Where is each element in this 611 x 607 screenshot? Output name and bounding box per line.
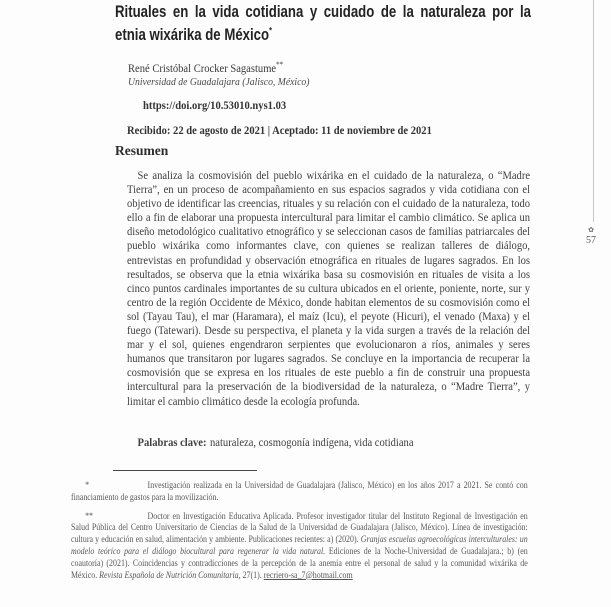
title-footnote-marker: * xyxy=(269,25,272,36)
author-name xyxy=(128,61,436,76)
footnote-2-text-a: Doctor en Investigación Educativa Aplicada. Profesor investigador titular del Instituto Regional de Investigación en Salud Pública del Centro Universitario de Ciencias de la Salud de la Universidad de Guadalajara (Jalisco, México). Línea de investigación: cultura y educación en salud, alimentación y ambiente. Publicaciones recientes: a) (2020). xyxy=(71,510,528,545)
footnote-2-book-title: Granjas escuelas agroecológicas interculturales: un modelo teórico para el diálogo biocultural para regenerar la vida natural. xyxy=(71,534,528,556)
abstract-text: Se analiza la cosmovisión del pueblo wixárika en el cuidado de la naturaleza, o “Madre Tierra”, en un proceso de acompañamiento en sus espacios sagrados y vida cotidiana con el objetivo de identificar las creencias, rituales y su relación con el cuidado de la naturaleza, todo ello a fin de elaborar una propuesta intercultural para limitar el cambio climático. Se aplica un diseño metodológico cualitativo etnográfico y se seleccionan casos de familias patriarcales del pueblo wixárika como informantes clave, con quienes se realizan talleres de diálogo, entrevistas en profundidad y observación etnográfica en rituales de lugares sagrados. En los resultados, se observa que la etnia wixárika basa su cosmovisión en rituales de visita a los cinco puntos cardinales importantes de su cultura ubicados en el oriente, poniente, norte, sur y centro de la región Occidente de México, donde habitan elementos de su cosmovisión como el sol (Tayau Tau), el mar (Haramara), el maíz (Icu), el peyote (Hicuri), el venado (Maxa) y el fuego (Tatewari). Desde su perspectiva, el planeta y la vida surgen a través de la relación del mar y el sol, quienes engendraron serpientes que evolucionaron a ríos, animales y seres humanos que transitaron por lugares sagrados. Se concluye en la importancia de recuperar la cosmovisión que se expresa en los rituales de este pueblo a fin de construir una propuesta intercultural para la preservación de la biodiversidad de la naturaleza, o “Madre Tierra”, y limitar el cambio climático desde la ecología profunda. xyxy=(127,168,531,408)
author-block xyxy=(128,61,436,89)
author-footnote-marker: ** xyxy=(276,60,284,69)
author-name-text: René Cristóbal Crocker Sagastume xyxy=(128,61,277,75)
margin-vertical-rule xyxy=(593,0,594,222)
article-title-line1: Rituales en la vida cotidiana y cuidado de la naturaleza por la xyxy=(115,3,531,21)
keywords-text: naturaleza, cosmogonía indígena, vida cotidiana xyxy=(210,435,414,449)
keywords-label: Palabras clave: xyxy=(137,435,207,449)
keywords-line xyxy=(127,435,530,450)
abstract-heading: Resumen xyxy=(115,143,169,158)
footnotes-block xyxy=(71,480,528,588)
footnote-1-marker: * xyxy=(85,480,90,490)
abstract-block xyxy=(127,168,530,408)
article-title xyxy=(115,1,531,47)
author-affiliation: Universidad de Guadalajara (Jalisco, México) xyxy=(128,76,310,88)
footnote-2-marker: ** xyxy=(85,510,93,521)
doi-link[interactable]: https://doi.org/10.53010.nys1.03 xyxy=(143,98,287,112)
article-title-line2 xyxy=(115,24,531,47)
footnote-2-text-c: , 27(1). xyxy=(238,569,264,580)
page-folio xyxy=(582,226,600,247)
footnote-separator-rule xyxy=(113,470,257,471)
footnote-2 xyxy=(71,511,528,582)
page-number: 57 xyxy=(586,235,596,246)
flower-ornament-icon: ✿ xyxy=(588,226,594,234)
author-email-link[interactable]: recriero-sa_7@hotmail.com xyxy=(263,569,353,580)
received-accepted-line: Recibido: 22 de agosto de 2021 | Aceptado: 11 de noviembre de 2021 xyxy=(127,123,432,137)
footnote-1-text: Investigación realizada en la Universidad de Guadalajara (Jalisco, México) en los años 2017 a 2021. Se contó con financiamiento de gastos para la movilización. xyxy=(71,480,528,502)
footnote-2-text-b: Ediciones de la Noche-Universidad de Guadalajara.; b) (en coautoría) (2021). Coincidencias y contradicciones de la percepción de la anemia entre el personal de salud y la comunidad wixárika de México. xyxy=(71,545,528,580)
article-title-line2-text: etnia wixárika de México xyxy=(115,26,270,44)
footnote-1 xyxy=(71,480,528,504)
footnote-2-journal-title: Revista Española de Nutrición Comunitaria xyxy=(99,569,239,580)
